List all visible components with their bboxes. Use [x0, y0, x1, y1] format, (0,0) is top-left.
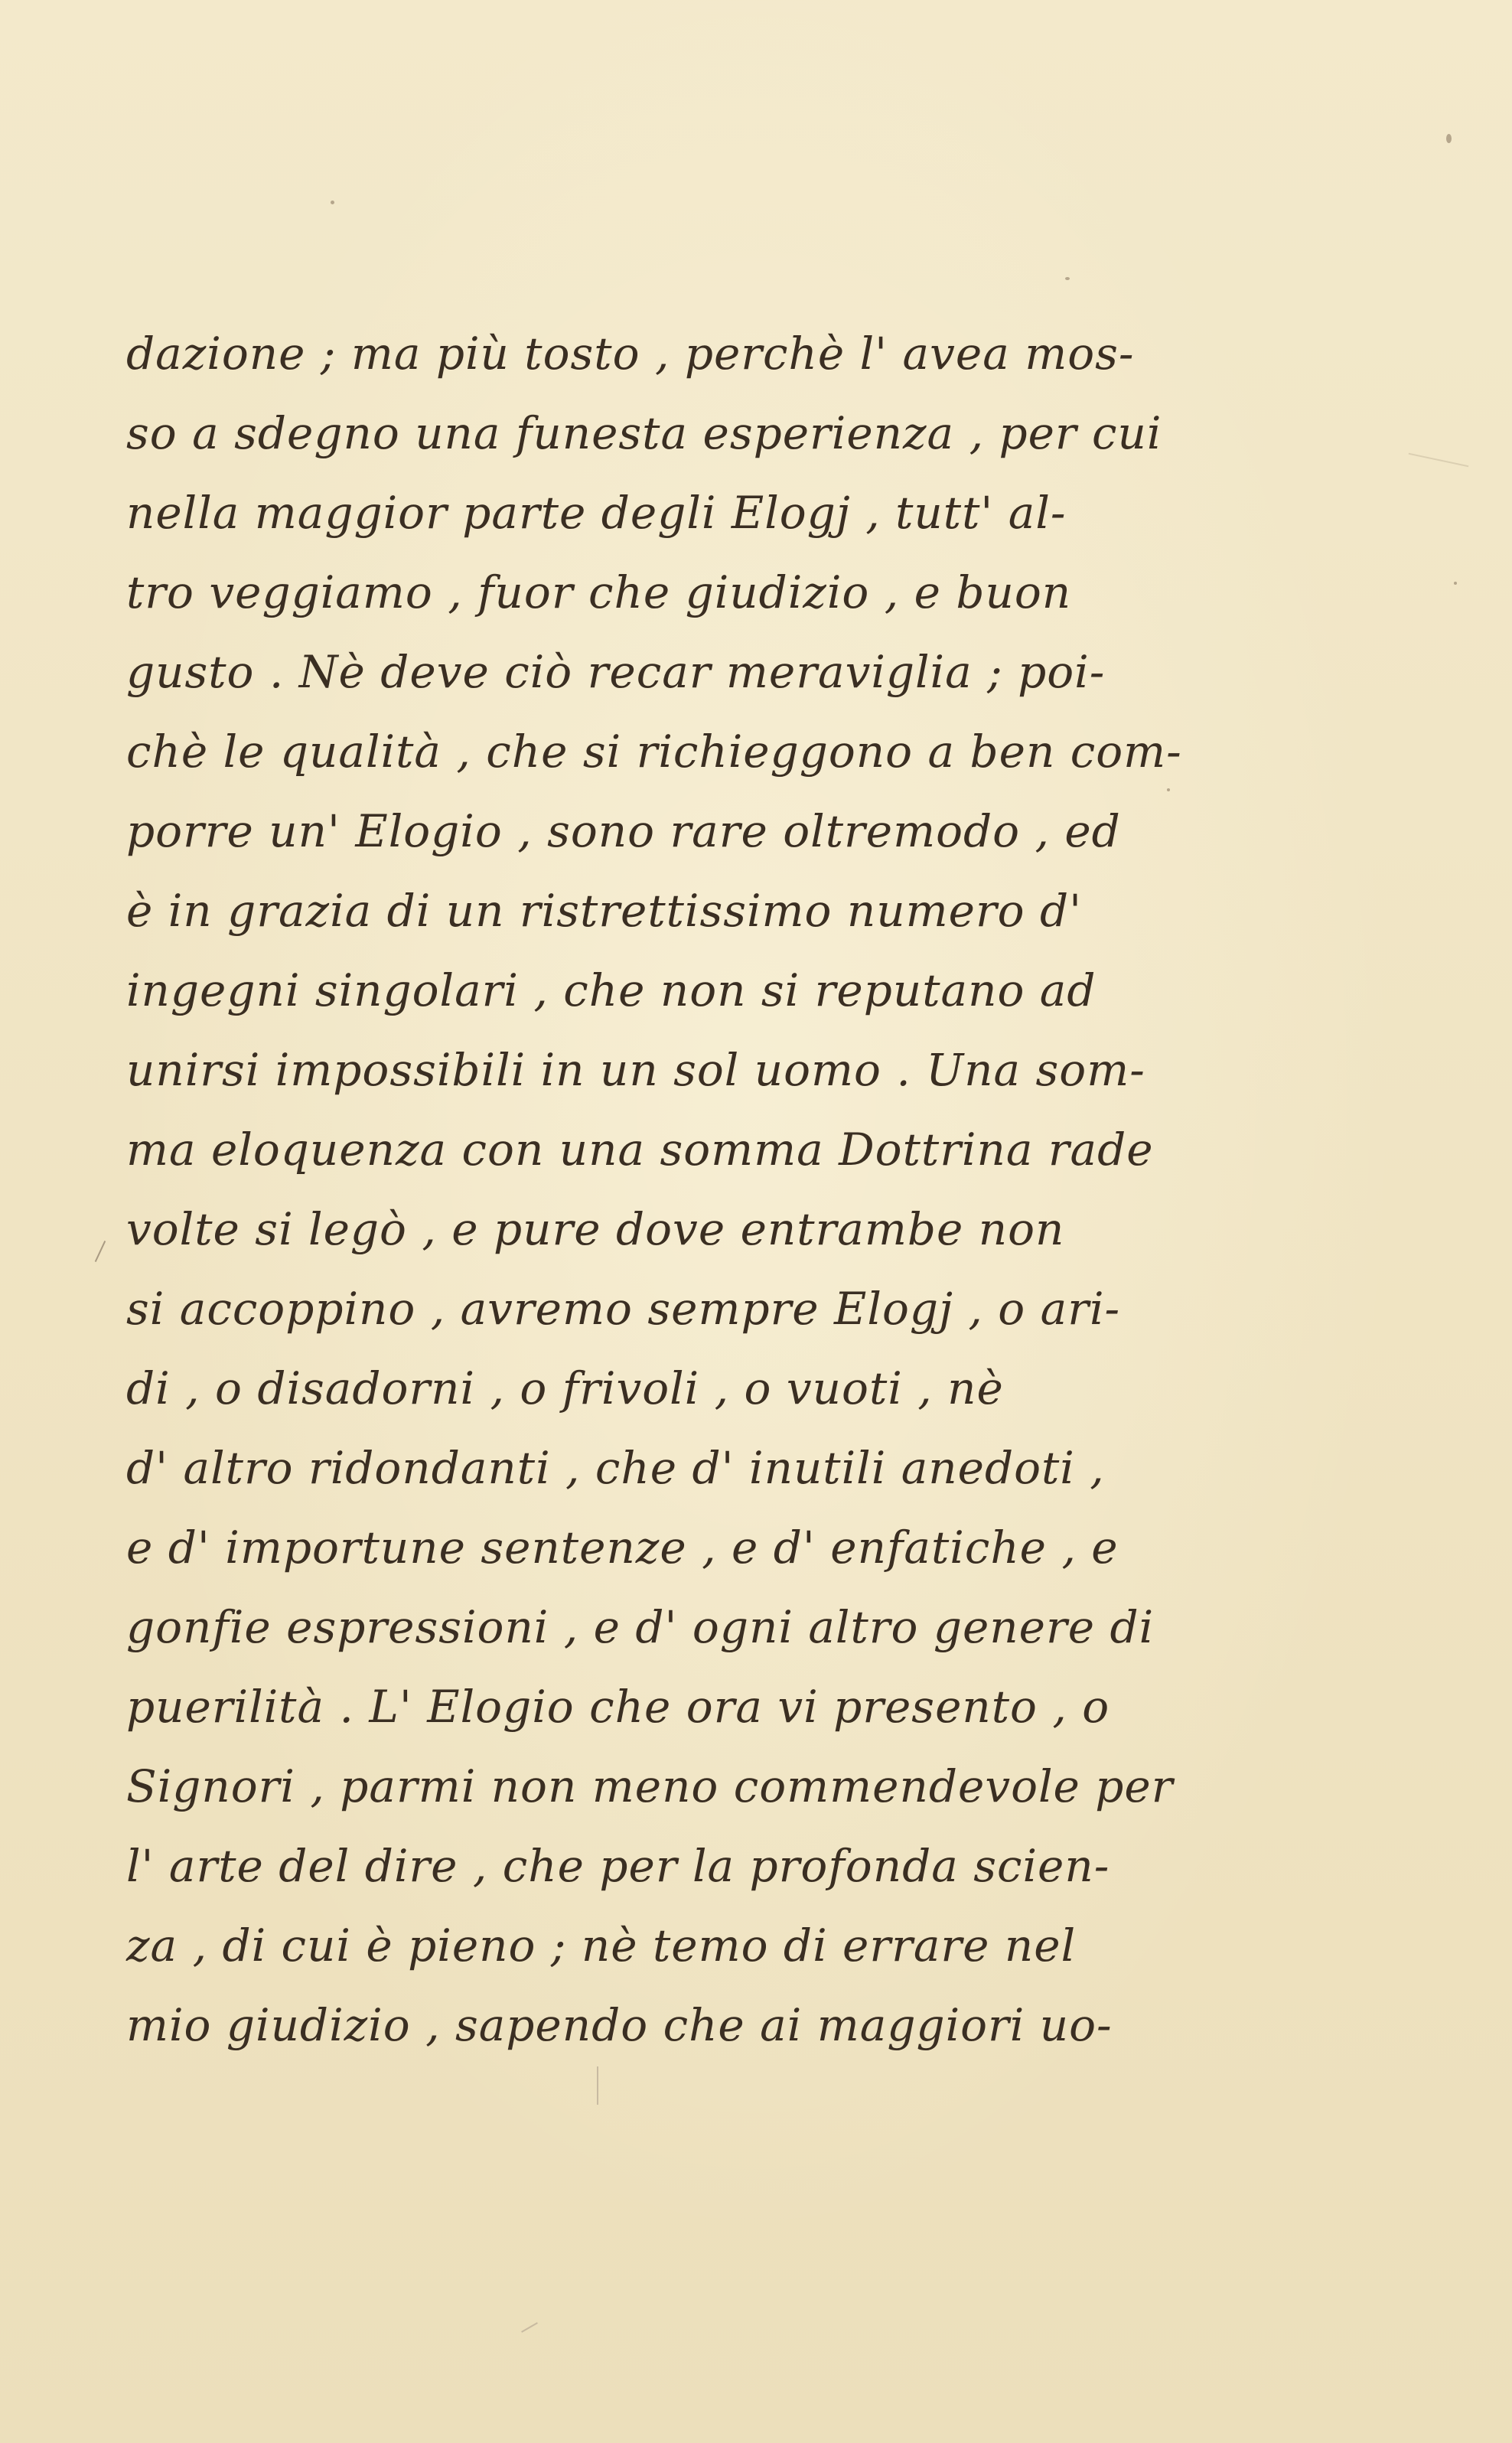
text-line: gusto . Nè deve ciò recar meraviglia ; poi- — [126, 646, 1106, 698]
paper-speck — [1446, 134, 1452, 143]
text-line: puerilità . L' Elogio che ora vi presento , o — [126, 1681, 1110, 1733]
text-line: porre un' Elogio , sono rare oltremodo , ed — [126, 805, 1121, 857]
paper-speck — [331, 201, 334, 204]
text-line: è in grazia di un ristrettissimo numero d' — [126, 885, 1083, 937]
text-line: di , o disadorni , o frivoli , o vuoti , nè — [126, 1362, 1004, 1414]
text-line: tro veggiamo , fuor che giudizio , e buon — [126, 566, 1072, 618]
text-line: volte si legò , e pure dove entrambe non — [126, 1203, 1065, 1255]
text-line: l' arte del dire , che per la profonda scien- — [126, 1840, 1110, 1892]
text-line: Signori , parmi non meno commendevole per — [126, 1760, 1174, 1812]
text-line: za , di cui è pieno ; nè temo di errare nel — [126, 1920, 1077, 1972]
paper-mark — [95, 1241, 106, 1262]
text-line: gonfie espressioni , e d' ogni altro genere di — [126, 1601, 1155, 1653]
paper-mark — [597, 2066, 598, 2105]
text-line: ma eloquenza con una somma Dottrina rade — [126, 1124, 1154, 1176]
paper-mark — [521, 2322, 538, 2333]
paper-mark — [1409, 453, 1469, 468]
text-line: ingegni singolari , che non si reputano ad — [126, 964, 1097, 1016]
paper-speck — [1065, 277, 1070, 280]
text-line: e d' importune sentenze , e d' enfatiche , e — [126, 1522, 1119, 1574]
text-line: d' altro ridondanti , che d' inutili anedoti , — [126, 1442, 1105, 1494]
text-line: chè le qualità , che si richieggono a ben com- — [126, 726, 1182, 778]
text-line: si accoppino , avremo sempre Elogj , o ari- — [126, 1283, 1121, 1335]
text-line: so a sdegno una funesta esperienza , per cui — [126, 407, 1162, 459]
text-line: mio giudizio , sapendo che ai maggiori uo- — [126, 1999, 1113, 2051]
text-line: nella maggior parte degli Elogj , tutt' al- — [126, 487, 1067, 539]
text-line: unirsi impossibili in un sol uomo . Una som- — [126, 1044, 1145, 1096]
text-line: dazione ; ma più tosto , perchè l' avea mos- — [126, 328, 1135, 380]
paper-speck — [1454, 582, 1457, 585]
